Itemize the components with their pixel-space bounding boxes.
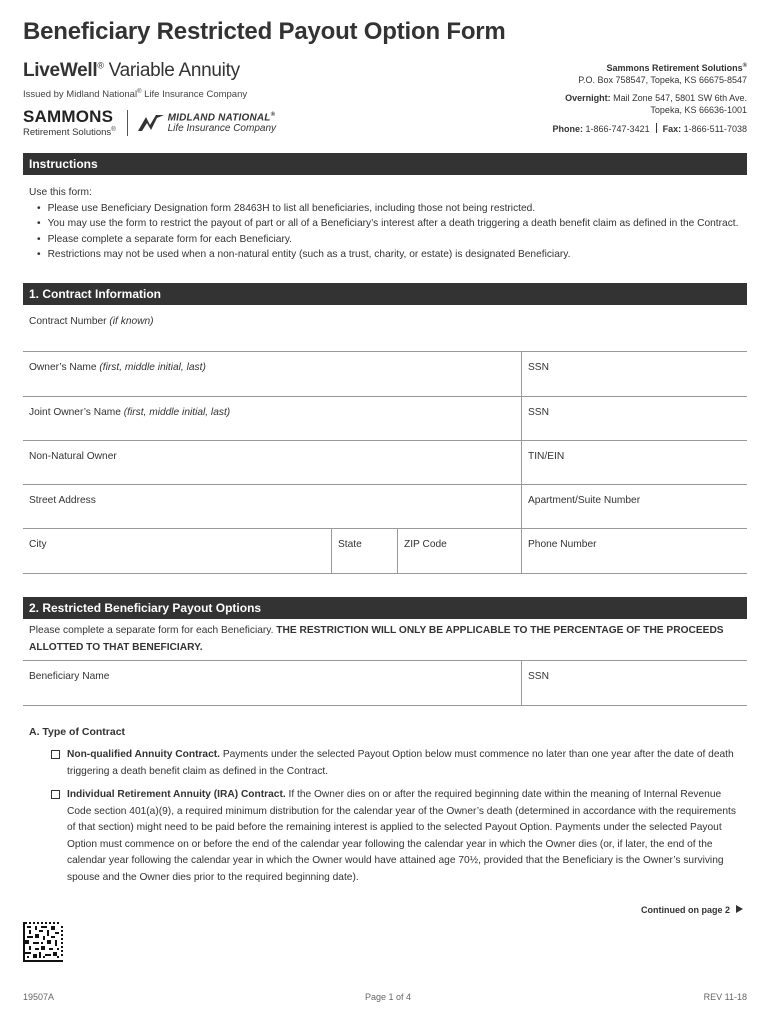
beneficiary-name-field[interactable]: Beneficiary Name [29, 671, 110, 682]
product-name: LiveWell® Variable Annuity [23, 60, 240, 81]
owner-name-field[interactable]: Owner’s Name (first, middle initial, last) [29, 362, 206, 373]
ira-option[interactable]: Individual Retirement Annuity (IRA) Contract. If the Owner dies on or after the required beginning date within the meaning of Internal Revenue Code section 401(a)(9), a required minimum distribution for the calendar year of the Owner’s death (determined in accordance with the requirements of that section) might need to be paid before the remaining interest is applied to the selected Payout Option. Payments under the selected Payout Option must commence on or before the end of the calendar year following the calendar year in which the Owner dies (or, if later, the end of the calendar year following the calendar year in which the Owner would have attained age 70½, provided that the Beneficiary is the Owner’s surviving spouse and the Owner dies prior to the required beginning date). [51, 787, 746, 886]
type-of-contract-heading: A. Type of Contract [29, 726, 126, 738]
city-row [23, 529, 747, 574]
payout-options-header: 2. Restricted Beneficiary Payout Options [23, 597, 747, 619]
payout-intro: Please complete a separate form for each Beneficiary. THE RESTRICTION WILL ONLY BE APPLICABLE TO THE PERCENTAGE OF THE PROCEEDS ALLOTTED TO THAT BENEFICIARY. [29, 625, 724, 653]
form-title: Beneficiary Restricted Payout Option Form [23, 18, 506, 45]
issuer-line: Issued by Midland National® Life Insurance Company [23, 89, 248, 101]
beneficiary-row [23, 660, 747, 706]
ira-checkbox[interactable] [51, 790, 60, 799]
contract-number-field[interactable]: Contract Number (if known) [29, 316, 154, 327]
instructions-header: Instructions [23, 153, 747, 175]
contract-information-header: 1. Contract Information [23, 283, 747, 305]
instructions-list [29, 201, 749, 263]
joint-owner-row [23, 397, 747, 441]
logo-divider [127, 110, 128, 136]
street-address-field[interactable]: Street Address [29, 495, 96, 506]
city-field[interactable]: City [29, 539, 47, 550]
continued-note: Continued on page 2 [641, 905, 743, 915]
list-item: • Restrictions may not be used when a non-natural entity (such as a trust, charity, or estate) is designated Beneficiary. [37, 247, 749, 263]
tin-ein-field[interactable]: TIN/EIN [521, 441, 747, 484]
midland-swoosh-icon [137, 114, 165, 132]
midland-national-logo: MIDLAND NATIONAL® Life Insurance Company [137, 112, 276, 133]
arrow-right-icon [736, 905, 743, 913]
non-natural-owner-field[interactable]: Non-Natural Owner [29, 451, 117, 462]
joint-owner-ssn-field[interactable]: SSN [521, 397, 747, 440]
list-item: • Please use Beneficiary Designation form 28463H to list all beneficiaries, including those not being restricted. [37, 201, 749, 217]
revision-label: REV 11-18 [703, 992, 747, 1002]
street-address-row [23, 485, 747, 529]
non-natural-owner-row [23, 441, 747, 485]
page-number: Page 1 of 4 [365, 992, 412, 1002]
instructions-text: Use this form: • Please use Beneficiary Designation form 28463H to list all beneficiaries, including those not being restricted. • You may use the form to restrict the payout of part or all of a Beneficiary’s interest after a death triggering a death benefit claim as defined in the Contract. • Please complete a separate form for each Beneficiary. • Restrictions may not be used when a non-natural entity (such as a trust, charity, or estate) is designated Beneficiary. [29, 185, 749, 263]
list-item: • You may use the form to restrict the payout of part or all of a Beneficiary’s interest after a death triggering a death benefit claim as defined in the Contract. [37, 216, 749, 232]
non-qualified-checkbox[interactable] [51, 750, 60, 759]
owner-ssn-field[interactable]: SSN [521, 352, 747, 396]
beneficiary-ssn-field[interactable]: SSN [521, 661, 747, 705]
brand-block [23, 60, 353, 138]
non-qualified-option[interactable]: Non-qualified Annuity Contract. Payments under the selected Payout Option below must commence no later than one year after the date of death triggering a death benefit claim as defined in the Contract. [51, 747, 746, 780]
state-field[interactable]: State [331, 529, 397, 573]
list-item: • Please complete a separate form for each Beneficiary. [37, 232, 749, 248]
mailing-address: Sammons Retirement Solutions® P.O. Box 758547, Topeka, KS 66675-8547 Overnight: Mail Zone 547, 5801 SW 6th Ave. Topeka, KS 66636-1001 Phone: 1-866-747-3421 Fax: 1-866-511-7038 [552, 63, 747, 134]
joint-owner-name-field[interactable]: Joint Owner’s Name (first, middle initial, last) [29, 407, 231, 418]
phone-field[interactable]: Phone Number [521, 529, 747, 573]
sammons-logo: SAMMONS Retirement Solutions® [23, 107, 116, 139]
company-logos [23, 108, 353, 138]
zip-field[interactable]: ZIP Code [397, 529, 521, 573]
contract-number-row [23, 306, 747, 352]
apartment-field[interactable]: Apartment/Suite Number [521, 485, 747, 528]
form-number: 19507A [23, 992, 55, 1002]
owner-row [23, 352, 747, 397]
contact-line: Phone: 1-866-747-3421 Fax: 1-866-511-7038 [552, 123, 747, 134]
datamatrix-barcode-icon [23, 922, 63, 962]
